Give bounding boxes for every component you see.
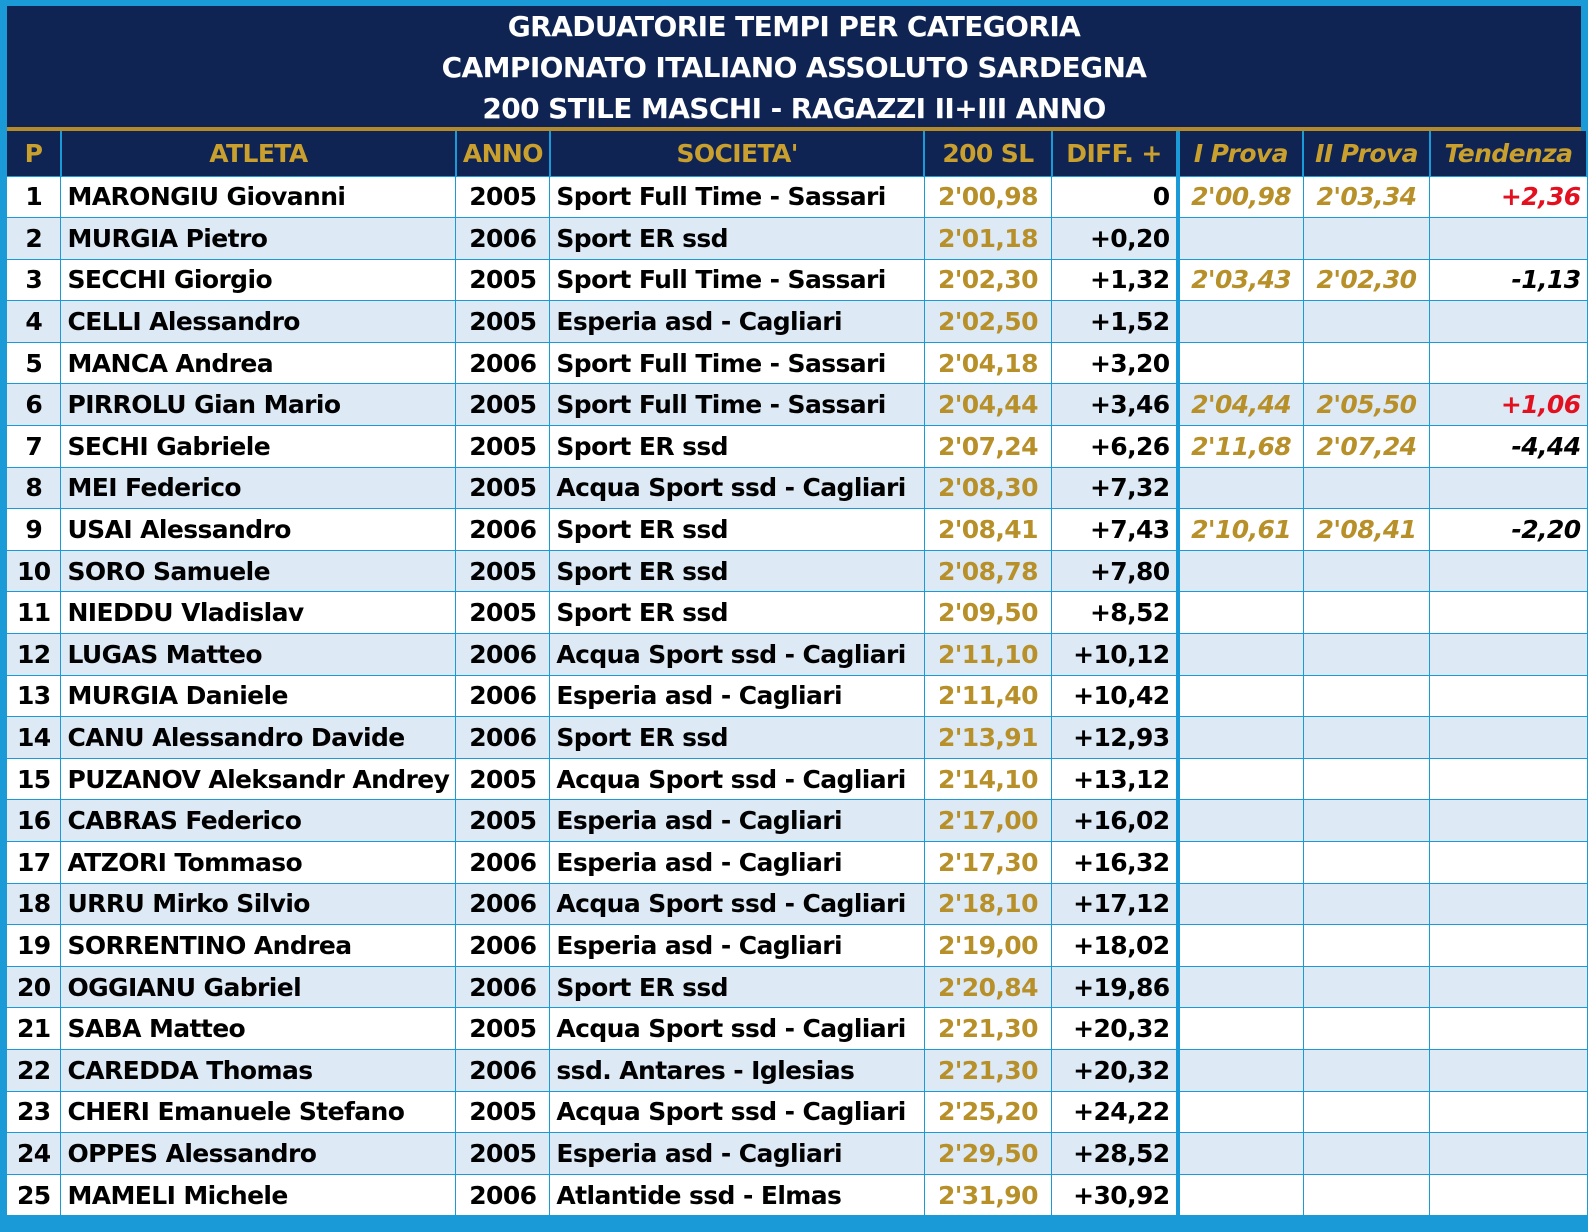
year-cell: 2005 (456, 1133, 550, 1175)
trend-cell (1430, 634, 1587, 676)
athlete-name-cell: ATZORI Tommaso (61, 842, 456, 884)
trial-1-cell (1178, 675, 1304, 717)
position-cell: 2 (7, 218, 61, 260)
club-cell: Acqua Sport ssd - Cagliari (550, 467, 924, 509)
year-cell: 2006 (456, 634, 550, 676)
position-cell: 5 (7, 342, 61, 384)
trend-cell (1430, 550, 1587, 592)
trial-2-cell: 2'03,34 (1303, 176, 1430, 218)
trial-1-cell (1178, 467, 1304, 509)
trial-2-cell: 2'07,24 (1303, 426, 1430, 468)
trial-1-cell (1178, 842, 1304, 884)
diff-cell: +1,32 (1052, 259, 1178, 301)
trial-1-cell (1178, 634, 1304, 676)
trend-cell (1430, 1049, 1587, 1091)
trial-2-cell (1303, 1049, 1430, 1091)
year-cell: 2005 (456, 758, 550, 800)
table-row (7, 1008, 1587, 1050)
trend-cell (1430, 1174, 1587, 1216)
position-cell: 25 (7, 1174, 61, 1216)
trial-1-cell (1178, 758, 1304, 800)
time-cell: 2'25,20 (924, 1091, 1051, 1133)
athlete-name-cell: OGGIANU Gabriel (61, 966, 456, 1008)
trend-cell (1430, 842, 1587, 884)
athlete-name-cell: CELLI Alessandro (61, 301, 456, 343)
time-cell: 2'29,50 (924, 1133, 1051, 1175)
year-cell: 2005 (456, 426, 550, 468)
trend-cell (1430, 1091, 1587, 1133)
diff-cell: +7,43 (1052, 509, 1178, 551)
trial-1-cell (1178, 883, 1304, 925)
time-cell: 2'02,30 (924, 259, 1051, 301)
position-cell: 23 (7, 1091, 61, 1133)
diff-cell: +16,32 (1052, 842, 1178, 884)
athlete-name-cell: SECCHI Giorgio (61, 259, 456, 301)
position-cell: 14 (7, 717, 61, 759)
table-row (7, 509, 1587, 551)
club-cell: Esperia asd - Cagliari (550, 675, 924, 717)
time-cell: 2'18,10 (924, 883, 1051, 925)
diff-cell: +7,80 (1052, 550, 1178, 592)
trend-cell: +2,36 (1430, 176, 1587, 218)
time-cell: 2'07,24 (924, 426, 1051, 468)
table-row (7, 218, 1587, 260)
position-cell: 12 (7, 634, 61, 676)
diff-cell: +24,22 (1052, 1091, 1178, 1133)
trial-2-cell (1303, 592, 1430, 634)
table-row (7, 1133, 1587, 1175)
trial-2-cell (1303, 467, 1430, 509)
year-cell: 2006 (456, 342, 550, 384)
athlete-name-cell: PIRROLU Gian Mario (61, 384, 456, 426)
diff-cell: +7,32 (1052, 467, 1178, 509)
time-cell: 2'08,41 (924, 509, 1051, 551)
trial-1-cell (1178, 1049, 1304, 1091)
time-cell: 2'17,00 (924, 800, 1051, 842)
diff-cell: +30,92 (1052, 1174, 1178, 1216)
diff-cell: +6,26 (1052, 426, 1178, 468)
trial-2-cell: 2'05,50 (1303, 384, 1430, 426)
trial-1-cell: 2'11,68 (1178, 426, 1304, 468)
trend-cell (1430, 883, 1587, 925)
time-cell: 2'04,18 (924, 342, 1051, 384)
athlete-name-cell: CANU Alessandro Davide (61, 717, 456, 759)
col-header-year: ANNO (456, 131, 550, 176)
diff-cell: +20,32 (1052, 1008, 1178, 1050)
table-row (7, 592, 1587, 634)
trial-1-cell: 2'10,61 (1178, 509, 1304, 551)
trial-1-cell (1178, 342, 1304, 384)
table-row (7, 176, 1587, 218)
year-cell: 2006 (456, 218, 550, 260)
club-cell: ssd. Antares - Iglesias (550, 1049, 924, 1091)
athlete-name-cell: MARONGIU Giovanni (61, 176, 456, 218)
trend-cell (1430, 800, 1587, 842)
position-cell: 10 (7, 550, 61, 592)
table-row (7, 842, 1587, 884)
position-cell: 21 (7, 1008, 61, 1050)
time-cell: 2'21,30 (924, 1008, 1051, 1050)
table-row (7, 634, 1587, 676)
trial-1-cell (1178, 218, 1304, 260)
trial-2-cell (1303, 717, 1430, 759)
trend-cell: -2,20 (1430, 509, 1587, 551)
trial-1-cell (1178, 1091, 1304, 1133)
club-cell: Atlantide ssd - Elmas (550, 1174, 924, 1216)
year-cell: 2005 (456, 384, 550, 426)
club-cell: Esperia asd - Cagliari (550, 800, 924, 842)
time-cell: 2'08,30 (924, 467, 1051, 509)
table-row (7, 384, 1587, 426)
trend-cell (1430, 675, 1587, 717)
club-cell: Acqua Sport ssd - Cagliari (550, 883, 924, 925)
trial-2-cell: 2'08,41 (1303, 509, 1430, 551)
trial-2-cell (1303, 758, 1430, 800)
year-cell: 2006 (456, 1174, 550, 1216)
trial-1-cell (1178, 925, 1304, 967)
table-row (7, 426, 1587, 468)
club-cell: Sport ER ssd (550, 592, 924, 634)
time-cell: 2'19,00 (924, 925, 1051, 967)
trial-1-cell (1178, 717, 1304, 759)
time-cell: 2'11,10 (924, 634, 1051, 676)
club-cell: Sport ER ssd (550, 550, 924, 592)
table-row (7, 883, 1587, 925)
athlete-name-cell: CAREDDA Thomas (61, 1049, 456, 1091)
time-cell: 2'08,78 (924, 550, 1051, 592)
col-header-club: SOCIETA' (550, 131, 924, 176)
club-cell: Esperia asd - Cagliari (550, 301, 924, 343)
year-cell: 2006 (456, 925, 550, 967)
col-header-athlete: ATLETA (61, 131, 456, 176)
table-row (7, 717, 1587, 759)
time-cell: 2'11,40 (924, 675, 1051, 717)
trial-2-cell (1303, 1133, 1430, 1175)
diff-cell: +20,32 (1052, 1049, 1178, 1091)
col-header-trend: Tendenza (1430, 131, 1587, 176)
position-cell: 3 (7, 259, 61, 301)
position-cell: 9 (7, 509, 61, 551)
table-row (7, 758, 1587, 800)
athlete-name-cell: MAMELI Michele (61, 1174, 456, 1216)
year-cell: 2005 (456, 467, 550, 509)
diff-cell: +1,52 (1052, 301, 1178, 343)
position-cell: 15 (7, 758, 61, 800)
athlete-name-cell: MEI Federico (61, 467, 456, 509)
position-cell: 13 (7, 675, 61, 717)
club-cell: Acqua Sport ssd - Cagliari (550, 1091, 924, 1133)
club-cell: Sport ER ssd (550, 426, 924, 468)
time-cell: 2'13,91 (924, 717, 1051, 759)
year-cell: 2006 (456, 675, 550, 717)
trend-cell (1430, 467, 1587, 509)
table-row (7, 1174, 1587, 1216)
position-cell: 22 (7, 1049, 61, 1091)
table-row (7, 675, 1587, 717)
trend-cell (1430, 758, 1587, 800)
athlete-name-cell: LUGAS Matteo (61, 634, 456, 676)
trial-1-cell (1178, 550, 1304, 592)
athlete-name-cell: MURGIA Pietro (61, 218, 456, 260)
year-cell: 2006 (456, 1049, 550, 1091)
time-cell: 2'14,10 (924, 758, 1051, 800)
athlete-name-cell: MANCA Andrea (61, 342, 456, 384)
time-cell: 2'04,44 (924, 384, 1051, 426)
results-table (7, 131, 1588, 1216)
diff-cell: 0 (1052, 176, 1178, 218)
trend-cell: -4,44 (1430, 426, 1587, 468)
col-header-position: P (7, 131, 61, 176)
position-cell: 17 (7, 842, 61, 884)
athlete-name-cell: SABA Matteo (61, 1008, 456, 1050)
position-cell: 11 (7, 592, 61, 634)
diff-cell: +0,20 (1052, 218, 1178, 260)
year-cell: 2006 (456, 883, 550, 925)
trend-cell (1430, 966, 1587, 1008)
year-cell: 2005 (456, 301, 550, 343)
col-header-trial-1: I Prova (1178, 131, 1304, 176)
time-cell: 2'17,30 (924, 842, 1051, 884)
time-cell: 2'21,30 (924, 1049, 1051, 1091)
trial-1-cell (1178, 966, 1304, 1008)
position-cell: 19 (7, 925, 61, 967)
header-row (7, 131, 1587, 176)
trial-1-cell (1178, 1008, 1304, 1050)
club-cell: Sport Full Time - Sassari (550, 342, 924, 384)
trial-2-cell (1303, 675, 1430, 717)
table-row (7, 467, 1587, 509)
year-cell: 2006 (456, 842, 550, 884)
position-cell: 4 (7, 301, 61, 343)
club-cell: Sport Full Time - Sassari (550, 384, 924, 426)
club-cell: Esperia asd - Cagliari (550, 925, 924, 967)
trend-cell (1430, 925, 1587, 967)
athlete-name-cell: NIEDDU Vladislav (61, 592, 456, 634)
club-cell: Sport ER ssd (550, 509, 924, 551)
position-cell: 1 (7, 176, 61, 218)
position-cell: 20 (7, 966, 61, 1008)
trend-cell (1430, 1133, 1587, 1175)
year-cell: 2005 (456, 1008, 550, 1050)
position-cell: 16 (7, 800, 61, 842)
athlete-name-cell: CABRAS Federico (61, 800, 456, 842)
diff-cell: +17,12 (1052, 883, 1178, 925)
time-cell: 2'01,18 (924, 218, 1051, 260)
athlete-name-cell: URRU Mirko Silvio (61, 883, 456, 925)
position-cell: 6 (7, 384, 61, 426)
athlete-name-cell: OPPES Alessandro (61, 1133, 456, 1175)
trend-cell (1430, 342, 1587, 384)
trial-1-cell (1178, 800, 1304, 842)
athlete-name-cell: PUZANOV Aleksandr Andrey (61, 758, 456, 800)
table-row (7, 259, 1587, 301)
trial-1-cell: 2'00,98 (1178, 176, 1304, 218)
trend-cell: -1,13 (1430, 259, 1587, 301)
year-cell: 2005 (456, 592, 550, 634)
trial-2-cell (1303, 800, 1430, 842)
trial-2-cell: 2'02,30 (1303, 259, 1430, 301)
year-cell: 2005 (456, 550, 550, 592)
table-row (7, 342, 1587, 384)
year-cell: 2005 (456, 1091, 550, 1133)
col-header-trial-2: II Prova (1303, 131, 1430, 176)
diff-cell: +3,46 (1052, 384, 1178, 426)
athlete-name-cell: CHERI Emanuele Stefano (61, 1091, 456, 1133)
trend-cell (1430, 1008, 1587, 1050)
diff-cell: +12,93 (1052, 717, 1178, 759)
club-cell: Sport ER ssd (550, 218, 924, 260)
table-row (7, 925, 1587, 967)
trial-2-cell (1303, 218, 1430, 260)
year-cell: 2006 (456, 717, 550, 759)
club-cell: Sport ER ssd (550, 966, 924, 1008)
trial-2-cell (1303, 301, 1430, 343)
trial-2-cell (1303, 842, 1430, 884)
title-banner (7, 6, 1581, 127)
trial-2-cell (1303, 1008, 1430, 1050)
club-cell: Acqua Sport ssd - Cagliari (550, 1008, 924, 1050)
table-row (7, 301, 1587, 343)
time-cell: 2'31,90 (924, 1174, 1051, 1216)
club-cell: Esperia asd - Cagliari (550, 842, 924, 884)
year-cell: 2006 (456, 966, 550, 1008)
diff-cell: +8,52 (1052, 592, 1178, 634)
athlete-name-cell: USAI Alessandro (61, 509, 456, 551)
title-line-3: 200 STILE MASCHI - RAGAZZI II+III ANNO (482, 92, 1106, 125)
trial-1-cell: 2'04,44 (1178, 384, 1304, 426)
trial-2-cell (1303, 1091, 1430, 1133)
title-line-1: GRADUATORIE TEMPI PER CATEGORIA (507, 10, 1081, 43)
trial-1-cell (1178, 1174, 1304, 1216)
title-line-2: CAMPIONATO ITALIANO ASSOLUTO SARDEGNA (441, 51, 1147, 84)
table-row (7, 800, 1587, 842)
club-cell: Acqua Sport ssd - Cagliari (550, 758, 924, 800)
trial-1-cell (1178, 592, 1304, 634)
diff-cell: +19,86 (1052, 966, 1178, 1008)
table-row (7, 1049, 1587, 1091)
trend-cell (1430, 301, 1587, 343)
trend-cell (1430, 717, 1587, 759)
diff-cell: +10,12 (1052, 634, 1178, 676)
time-cell: 2'20,84 (924, 966, 1051, 1008)
diff-cell: +3,20 (1052, 342, 1178, 384)
athlete-name-cell: SECHI Gabriele (61, 426, 456, 468)
trend-cell (1430, 218, 1587, 260)
trial-1-cell (1178, 1133, 1304, 1175)
position-cell: 18 (7, 883, 61, 925)
trial-2-cell (1303, 925, 1430, 967)
time-cell: 2'02,50 (924, 301, 1051, 343)
trend-cell (1430, 592, 1587, 634)
trial-2-cell (1303, 1174, 1430, 1216)
year-cell: 2005 (456, 176, 550, 218)
trial-2-cell (1303, 550, 1430, 592)
diff-cell: +28,52 (1052, 1133, 1178, 1175)
club-cell: Sport Full Time - Sassari (550, 176, 924, 218)
club-cell: Acqua Sport ssd - Cagliari (550, 634, 924, 676)
trial-2-cell (1303, 342, 1430, 384)
position-cell: 8 (7, 467, 61, 509)
club-cell: Sport Full Time - Sassari (550, 259, 924, 301)
year-cell: 2005 (456, 800, 550, 842)
club-cell: Esperia asd - Cagliari (550, 1133, 924, 1175)
diff-cell: +16,02 (1052, 800, 1178, 842)
trial-1-cell: 2'03,43 (1178, 259, 1304, 301)
table-row (7, 550, 1587, 592)
trial-2-cell (1303, 966, 1430, 1008)
trial-1-cell (1178, 301, 1304, 343)
position-cell: 7 (7, 426, 61, 468)
col-header-diff: DIFF. + (1052, 131, 1178, 176)
col-header-time: 200 SL (924, 131, 1051, 176)
athlete-name-cell: SORRENTINO Andrea (61, 925, 456, 967)
trial-2-cell (1303, 883, 1430, 925)
club-cell: Sport ER ssd (550, 717, 924, 759)
table-row (7, 1091, 1587, 1133)
results-body (7, 176, 1587, 1216)
trial-2-cell (1303, 634, 1430, 676)
athlete-name-cell: MURGIA Daniele (61, 675, 456, 717)
diff-cell: +10,42 (1052, 675, 1178, 717)
table-row (7, 966, 1587, 1008)
trend-cell: +1,06 (1430, 384, 1587, 426)
position-cell: 24 (7, 1133, 61, 1175)
year-cell: 2006 (456, 509, 550, 551)
year-cell: 2005 (456, 259, 550, 301)
diff-cell: +13,12 (1052, 758, 1178, 800)
time-cell: 2'09,50 (924, 592, 1051, 634)
diff-cell: +18,02 (1052, 925, 1178, 967)
athlete-name-cell: SORO Samuele (61, 550, 456, 592)
time-cell: 2'00,98 (924, 176, 1051, 218)
